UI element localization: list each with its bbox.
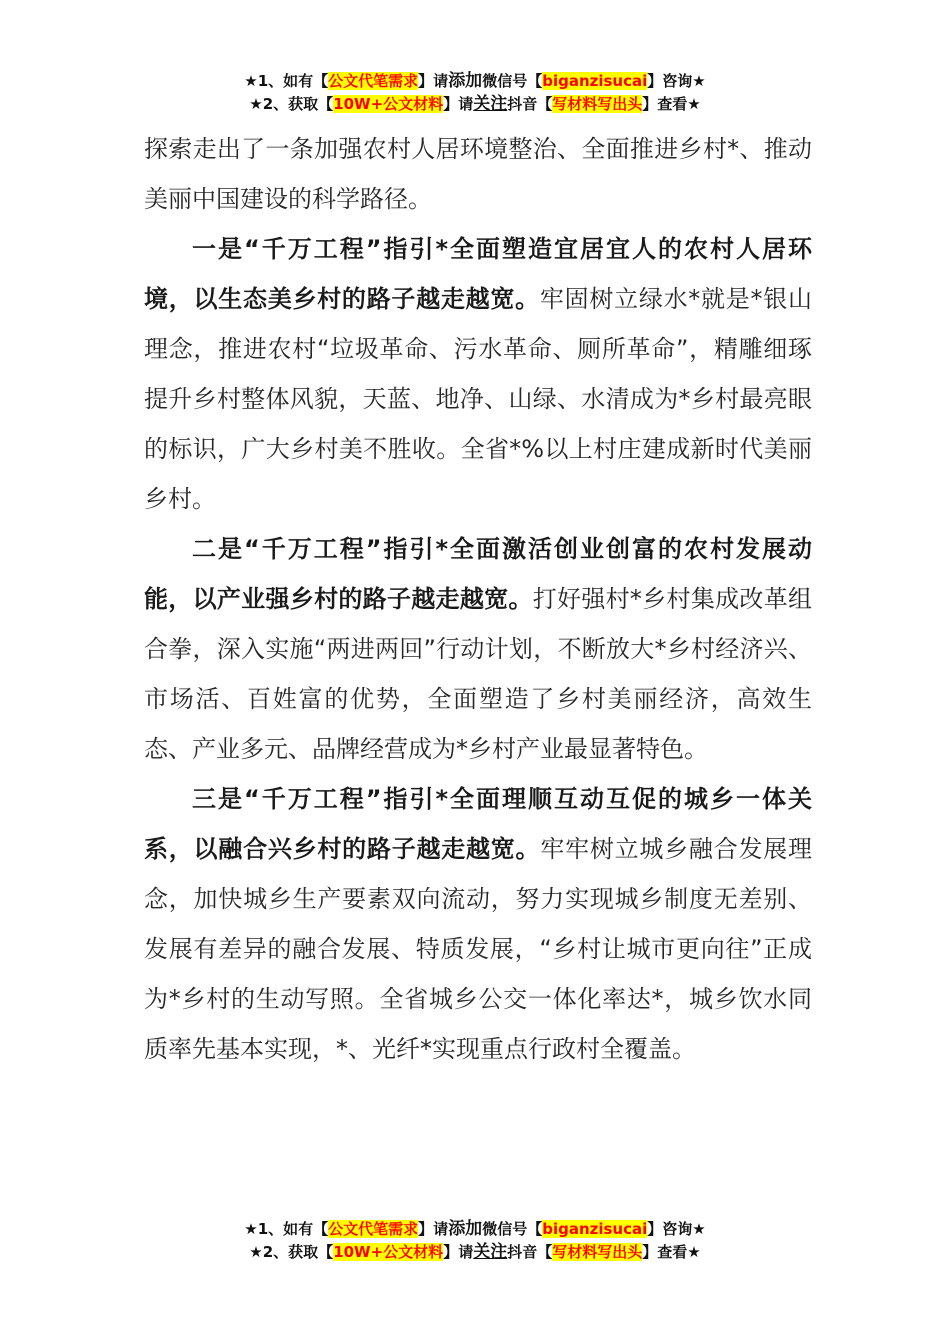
- banner-emphasis: 关注: [473, 1242, 508, 1262]
- paragraph-lead: 二是“千万工程”指引*全面激活创业创富的农村发展动能，以产业强乡村的路子越走越宽。: [144, 535, 812, 613]
- banner-text: 微信号【: [482, 72, 543, 90]
- banner-line-1: [0, 1218, 950, 1241]
- paragraph-text: 牢固树立绿水*就是*银山理念，推进农村“垃圾革命、污水革命、厕所革命”，精雕细琢提升乡村整体风貌，天蓝、地净、山绿、水清成为*乡村最亮眼的标识，广大乡村美不胜收。全省*%以上村庄建成新时代美丽乡村。: [144, 285, 813, 513]
- banner-emphasis: 添加: [448, 71, 483, 91]
- banner-text: 】请: [443, 95, 474, 113]
- highlight-materials: 10W+公文材料: [333, 1243, 444, 1261]
- highlight-materials: 10W+公文材料: [333, 95, 444, 113]
- banner-text: 】咨询★: [647, 1220, 706, 1238]
- star-icon: ★: [249, 1243, 263, 1261]
- banner-emphasis: 关注: [473, 94, 508, 114]
- highlight-douyin-account: 写材料写出头: [552, 95, 643, 113]
- banner-text: 】请: [418, 1220, 449, 1238]
- highlight-service: 公文代笔需求: [328, 1220, 419, 1238]
- banner-line-1: [0, 70, 950, 93]
- document-body: [144, 124, 812, 1074]
- highlight-douyin-account: 写材料写出头: [552, 1243, 643, 1261]
- banner-line-2: [0, 93, 950, 116]
- paragraph-text: 牢牢树立城乡融合发展理念，加快城乡生产要素双向流动，努力实现城乡制度无差别、发展有差异的融合发展、特质发展，“乡村让城市更向往”正成为*乡村的生动写照。全省城乡公交一体化率达*，城乡饮水同质率先基本实现，*、光纤*实现重点行政村全覆盖。: [144, 835, 813, 1063]
- banner-text: 2、获取【: [262, 1243, 334, 1261]
- intro-paragraph: 探索走出了一条加强农村人居环境整治、全面推进乡村*、推动美丽中国建设的科学路径。: [144, 135, 812, 213]
- banner-text: 】查看★: [642, 95, 701, 113]
- star-icon: ★: [249, 95, 263, 113]
- paragraph-2: [144, 524, 812, 774]
- banner-text: 】请: [418, 72, 449, 90]
- banner-text: 微信号【: [482, 1220, 543, 1238]
- paragraph-lead: 一是“千万工程”指引*全面塑造宜居宜人的农村人居环境，以生态美乡村的路子越走越宽。: [144, 235, 812, 313]
- paragraph-lead: 三是“千万工程”指引*全面理顺互动互促的城乡一体关系，以融合兴乡村的路子越走越宽。: [144, 785, 812, 863]
- banner-text: 2、获取【: [262, 95, 334, 113]
- banner-text: 】咨询★: [647, 72, 706, 90]
- banner-text: 1、如有【: [257, 72, 329, 90]
- banner-text: 】查看★: [642, 1243, 701, 1261]
- paragraph-3: [144, 774, 812, 1074]
- banner-emphasis: 添加: [448, 1219, 483, 1239]
- banner-text: 1、如有【: [257, 1220, 329, 1238]
- paragraph-text: 打好强村*乡村集成改革组合拳，深入实施“两进两回”行动计划，不断放大*乡村经济兴、市场活、百姓富的优势，全面塑造了乡村美丽经济，高效生态、产业多元、品牌经营成为*乡村产业最显著特色。: [144, 585, 813, 763]
- banner-text: 】请: [443, 1243, 474, 1261]
- star-icon: ★: [244, 72, 258, 90]
- header-banner: [0, 70, 950, 116]
- banner-line-2: [0, 1241, 950, 1264]
- footer-banner: [0, 1218, 950, 1264]
- highlight-wechat-id: biganzisucai: [542, 1220, 648, 1238]
- paragraph-1: [144, 224, 812, 524]
- banner-text: 抖音【: [507, 95, 553, 113]
- highlight-wechat-id: biganzisucai: [542, 72, 648, 90]
- banner-text: 抖音【: [507, 1243, 553, 1261]
- star-icon: ★: [244, 1220, 258, 1238]
- highlight-service: 公文代笔需求: [328, 72, 419, 90]
